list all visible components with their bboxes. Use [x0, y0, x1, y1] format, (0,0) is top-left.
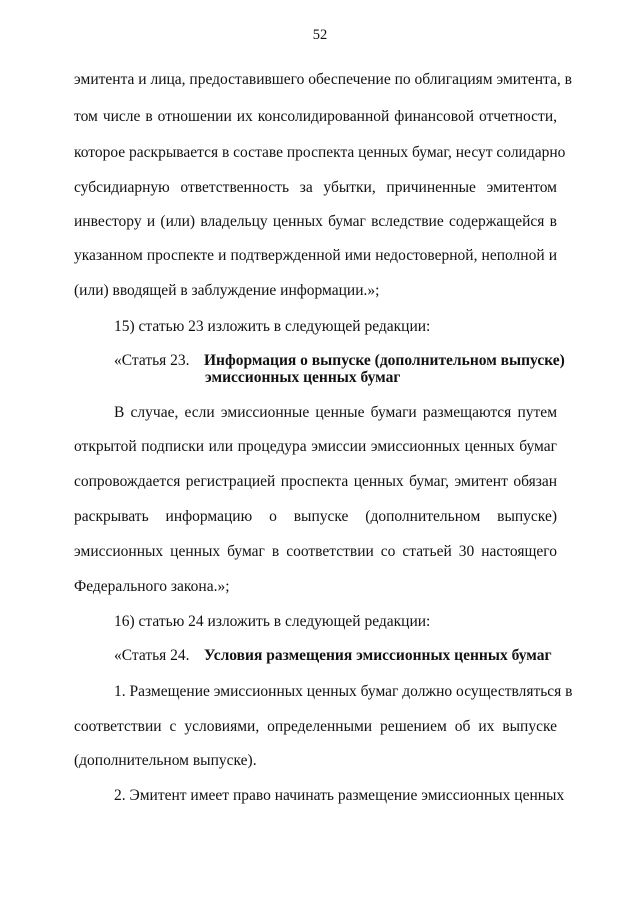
page-number: 52	[312, 27, 328, 43]
article-24-heading	[114, 646, 552, 666]
text-line: сопровождается регистрацией проспекта ценных бумаг, эмитент обязан	[74, 473, 557, 490]
text-line: указанном проспекте и подтвержденной ими недостоверной, неполной и	[74, 247, 557, 264]
text-line: (или) вводящей в заблуждение информации.»;	[74, 282, 380, 299]
text-line: (дополнительном выпуске).	[74, 752, 257, 769]
list-item-15: 15) статью 23 изложить в следующей редакции:	[114, 318, 431, 335]
text-line: В случае, если эмиссионные ценные бумаги размещаются путем	[114, 404, 557, 421]
text-line: инвестору и (или) владельцу ценных бумаг вследствие содержащейся в	[74, 213, 557, 230]
article-23-label: «Статья 23.	[114, 352, 190, 369]
text-line: эмиссионных ценных бумаг в соответствии со статьей 30 настоящего	[74, 543, 557, 560]
text-line: субсидиарную ответственность за убытки, причиненные эмитентом	[74, 179, 557, 196]
text-line: эмитента и лица, предоставившего обеспечение по облигациям эмитента, в	[74, 71, 572, 88]
article-23-title-line2: эмиссионных ценных бумаг	[205, 369, 401, 386]
text-line: которое раскрывается в составе проспекта ценных бумаг, несут солидарно	[74, 144, 566, 161]
text-line: том числе в отношении их консолидированной финансовой отчетности,	[74, 108, 557, 125]
article-24-label: «Статья 24.	[114, 647, 190, 664]
text-line: соответствии с условиями, определенными решением об их выпуске	[74, 718, 557, 735]
article-24-title: Условия размещения эмиссионных ценных бумаг	[204, 647, 552, 664]
text-line: 1. Размещение эмиссионных ценных бумаг должно осуществляться в	[114, 683, 573, 700]
list-item-16: 16) статью 24 изложить в следующей редакции:	[114, 613, 431, 630]
text-line: раскрывать информацию о выпуске (дополнительном выпуске)	[74, 508, 557, 525]
article-23-title: Информация о выпуске (дополнительном выпуске)	[204, 352, 565, 369]
text-line: Федерального закона.»;	[74, 578, 230, 595]
text-line: открытой подписки или процедура эмиссии эмиссионных ценных бумаг	[74, 438, 557, 455]
text-line: 2. Эмитент имеет право начинать размещение эмиссионных ценных	[114, 787, 565, 804]
